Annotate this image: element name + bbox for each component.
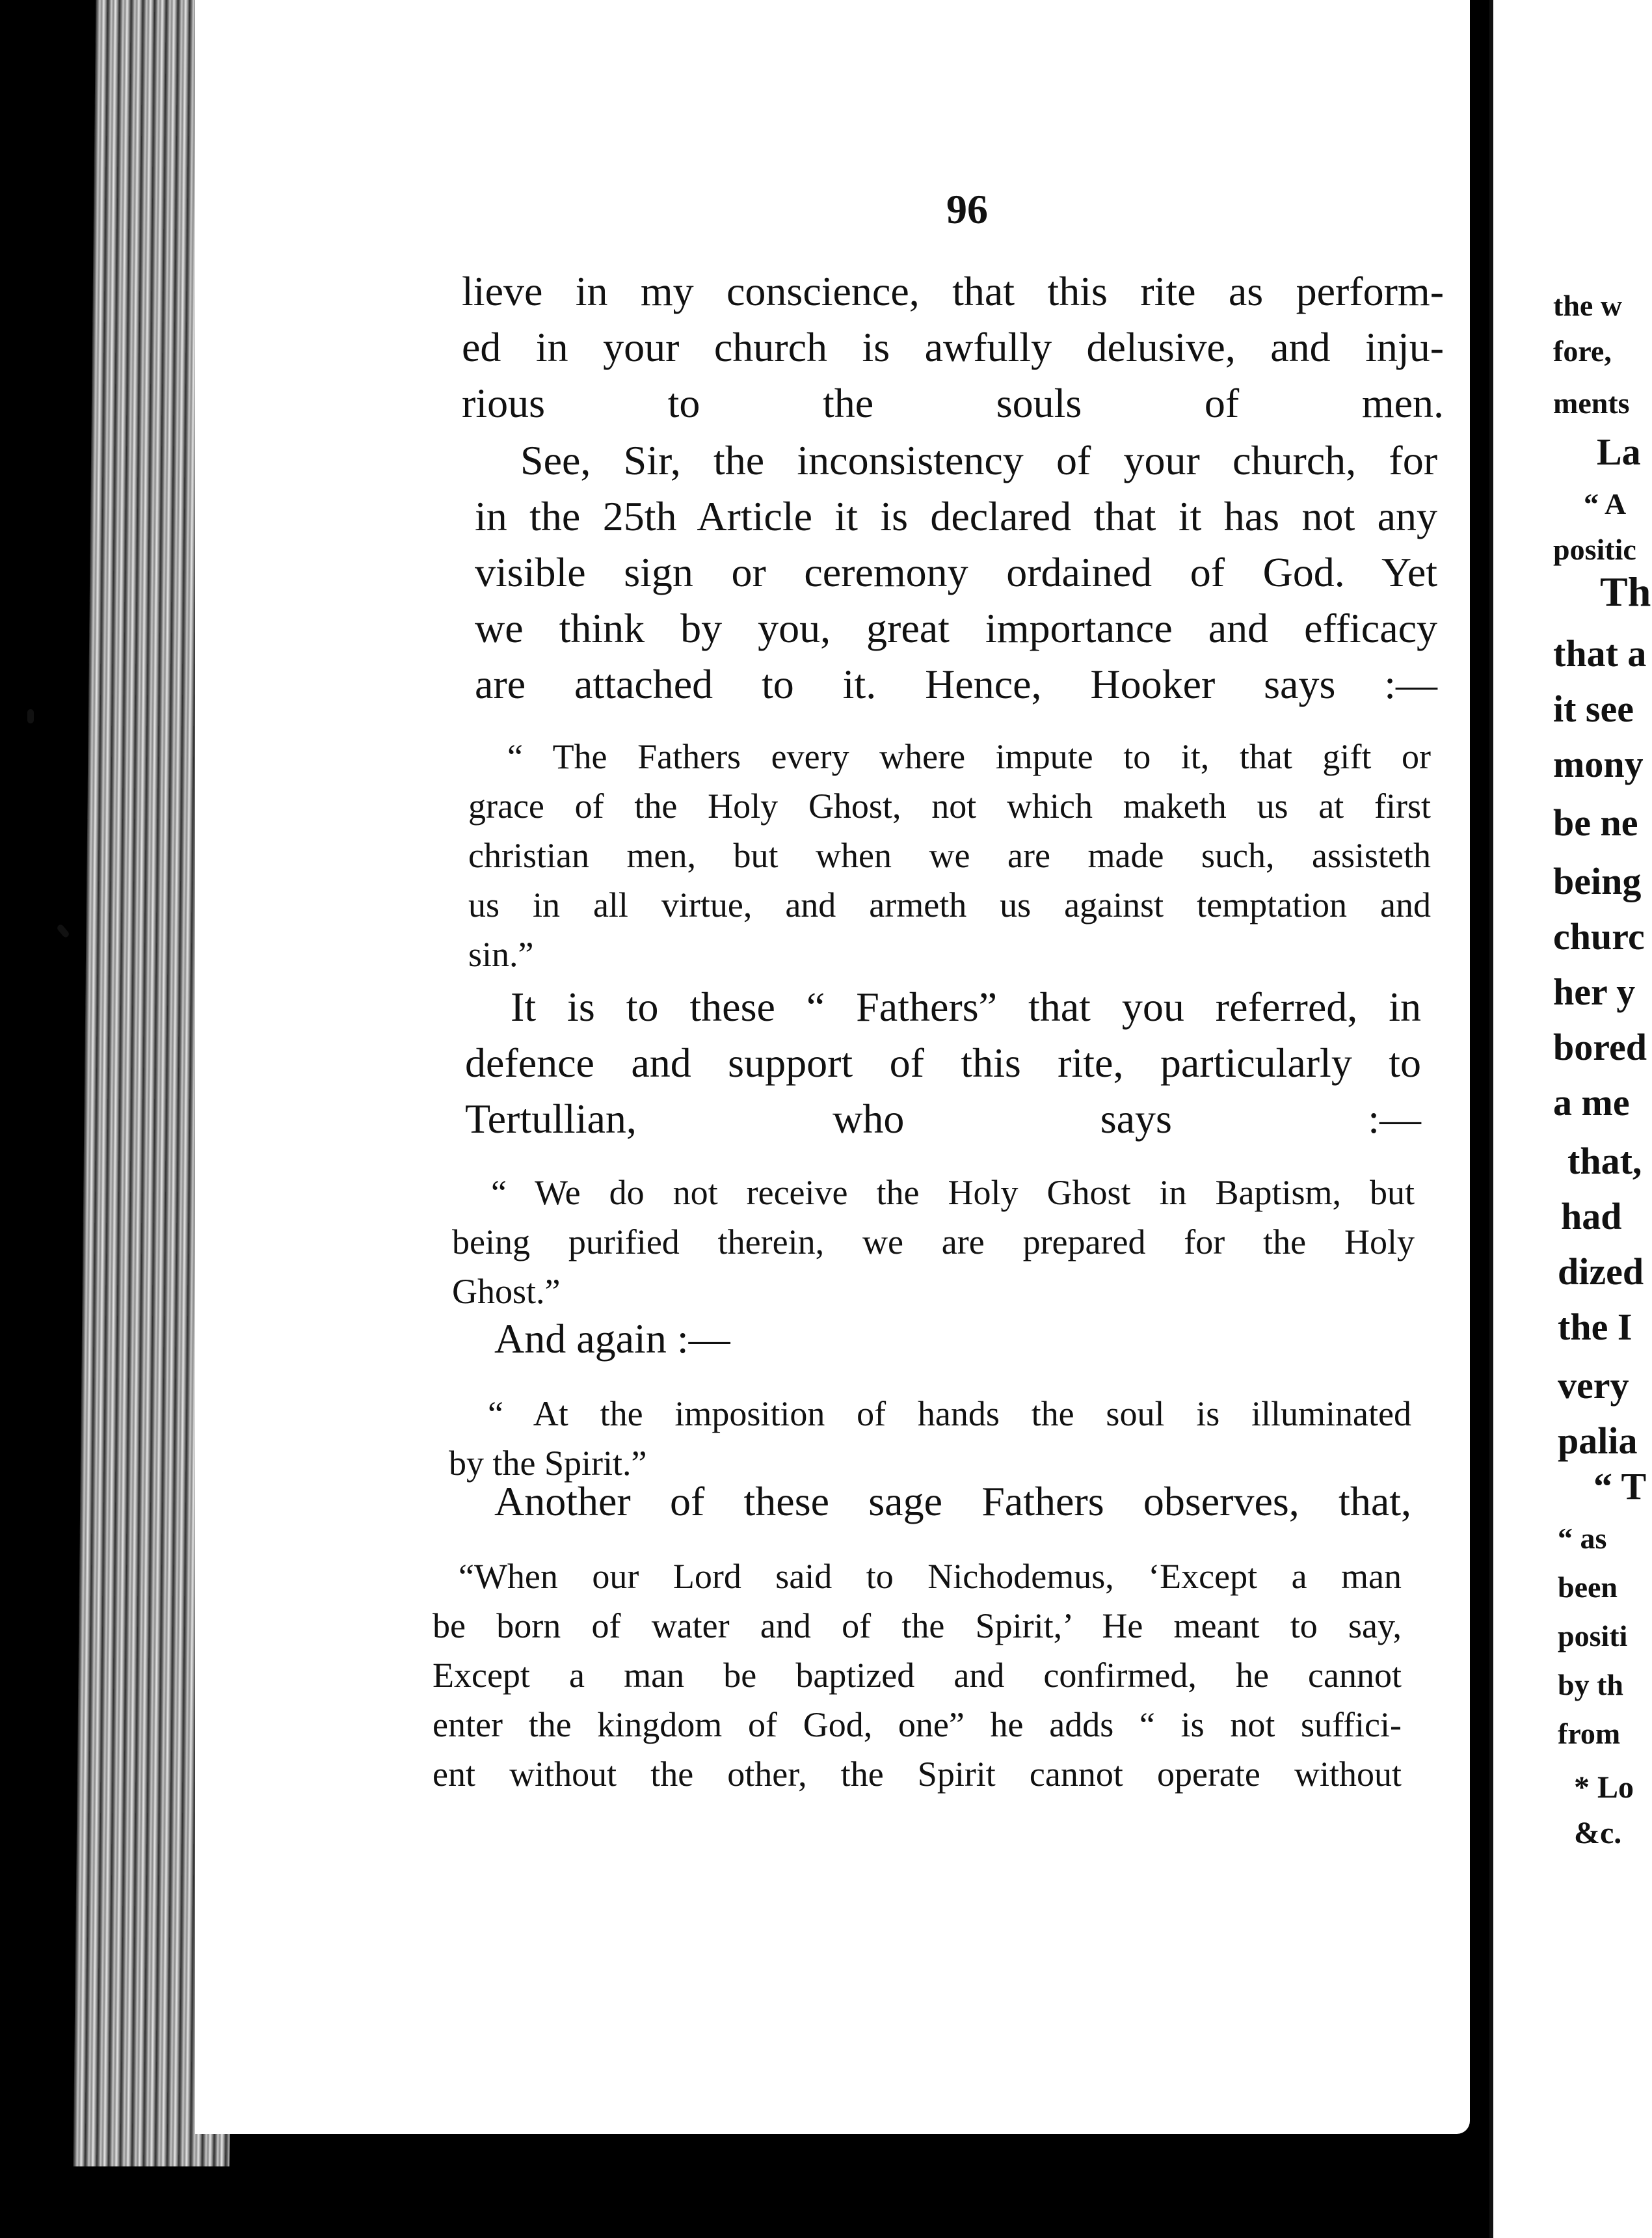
quote-line: “ At the imposition of hands the soul is illuminated	[488, 1394, 1411, 1433]
right-page-fragment: positi	[1558, 1619, 1628, 1652]
paragraph-line: rious to the souls of men.	[462, 380, 1444, 426]
scan-speck	[56, 923, 70, 938]
right-page-fragment: “ as	[1558, 1522, 1607, 1555]
quote-line: christian men, but when we are made such, assisteth	[468, 836, 1431, 875]
paragraph-3	[465, 979, 1421, 1147]
paragraph-1	[462, 263, 1444, 431]
paragraph-line: in the 25th Article it is declared that it has not any	[475, 493, 1437, 539]
quote-line: be born of water and of the Spirit,’ He meant to say,	[433, 1606, 1402, 1645]
right-page-fragment: Th	[1600, 569, 1651, 615]
right-page-fragment: her y	[1553, 971, 1636, 1013]
quote-line: enter the kingdom of God, one” he adds “ is not suffici-	[433, 1705, 1402, 1744]
right-page-fragment: it see	[1553, 688, 1634, 730]
right-page-fragment: “ A	[1584, 487, 1627, 520]
quote-line: Ghost.”	[452, 1272, 561, 1311]
right-page-fragment: very	[1558, 1364, 1629, 1407]
right-page-fragment: fore,	[1553, 334, 1612, 368]
quote-line: being purified therein, we are prepared for the Holy	[452, 1222, 1415, 1261]
right-page-fragment: churc	[1553, 915, 1645, 958]
quote-line: “ The Fathers every where impute to it, that gift or	[507, 737, 1431, 776]
paragraph-2	[475, 433, 1437, 712]
paragraph-line: visible sign or ceremony ordained of God. Yet	[475, 549, 1437, 595]
paragraph-line: lieve in my conscience, that this rite as perform-	[462, 268, 1444, 314]
paragraph-line: And again :—	[494, 1315, 730, 1362]
quote-hooker	[468, 732, 1431, 979]
quote-line: by the Spirit.”	[449, 1444, 647, 1483]
right-page-fragment: that,	[1567, 1140, 1642, 1182]
paragraph-line: defence and support of this rite, particularly to	[465, 1040, 1421, 1086]
right-page-fragment: the w	[1553, 289, 1623, 322]
paragraph-5	[449, 1474, 1411, 1530]
right-page-footnote: * Lo	[1574, 1770, 1634, 1805]
right-page-fragment: a me	[1553, 1081, 1630, 1124]
quote-line: grace of the Holy Ghost, not which maketh us at first	[468, 787, 1431, 826]
quote-line: Except a man be baptized and confirmed, he cannot	[433, 1656, 1402, 1695]
right-page-fragment: La	[1597, 431, 1641, 473]
right-page-fragment: ments	[1553, 386, 1630, 420]
paragraph-line: are attached to it. Hence, Hooker says :—	[475, 661, 1437, 707]
quote-nichodemus	[433, 1552, 1402, 1799]
right-page-footnote: &c.	[1574, 1816, 1622, 1850]
paragraph-line: ed in your church is awfully delusive, and inju-	[462, 324, 1444, 370]
right-page-fragment: positic	[1553, 533, 1636, 566]
right-page-fragment: being	[1553, 860, 1642, 902]
right-page-fragment: “ T	[1593, 1465, 1647, 1507]
paragraph-line: Another of these sage Fathers observes, that,	[494, 1478, 1411, 1524]
quote-tertullian	[452, 1168, 1415, 1316]
right-page-fragment: that a	[1553, 632, 1647, 675]
right-page-fragment: the I	[1558, 1306, 1632, 1348]
right-page-fragment: bored	[1553, 1026, 1647, 1068]
quote-line: us in all virtue, and armeth us against temptation and	[468, 885, 1431, 924]
right-page-fragment: been	[1558, 1571, 1618, 1604]
right-page-fragment: be ne	[1553, 802, 1638, 844]
paragraph-line: See, Sir, the inconsistency of your church, for	[520, 437, 1437, 483]
right-page-fragment: mony	[1553, 743, 1644, 785]
paragraph-4	[494, 1311, 1275, 1367]
quote-line: “ We do not receive the Holy Ghost in Baptism, but	[491, 1173, 1415, 1212]
right-page-fragment: from	[1558, 1717, 1621, 1750]
right-page-fragment: dized	[1558, 1250, 1644, 1293]
quote-line: ent without the other, the Spirit cannot operate without	[433, 1755, 1402, 1794]
paragraph-line: It is to these “ Fathers” that you referred, in	[511, 984, 1421, 1030]
paragraph-line: Tertullian, who says :—	[465, 1096, 1421, 1142]
quote-line: “When our Lord said to Nichodemus, ‘Except a man	[459, 1557, 1402, 1596]
quote-line: sin.”	[468, 935, 534, 974]
page-number: 96	[946, 186, 988, 232]
paragraph-line: we think by you, great importance and efficacy	[475, 605, 1437, 651]
scan-speck	[27, 709, 34, 723]
right-page-fragment: had	[1561, 1195, 1622, 1237]
right-page-fragment: palia	[1558, 1420, 1638, 1462]
right-page-fragment: by th	[1558, 1668, 1623, 1701]
